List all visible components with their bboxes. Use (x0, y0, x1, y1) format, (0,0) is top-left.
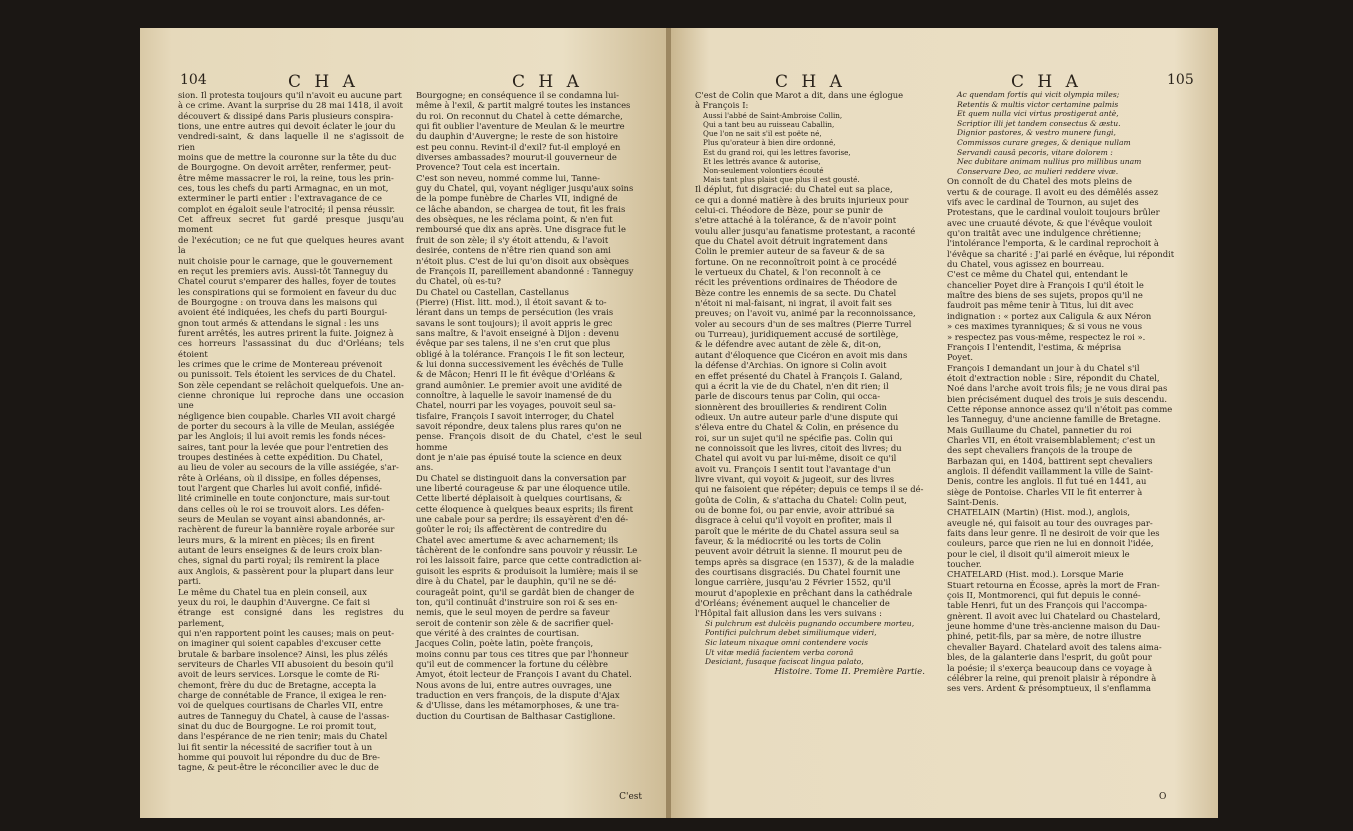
text-line: On connoît de du Chatel des mots pleins de (947, 176, 1132, 187)
text-line: Provence? Tout cela est incertain. (416, 162, 561, 173)
text-line: François I l'entendit, l'estima, & méprisa (947, 341, 1122, 352)
text-line: Du Chatel se distinguoit dans la conversation par (416, 472, 627, 483)
text-line: des courtisans disgraciés. Du Chatel fournit une (695, 567, 901, 578)
text-line: voler au secours d'un de ses maîtres (Pierre Turrel (695, 318, 912, 329)
text-line: Bèze contre les ennemis de sa secte. Du Chatel (695, 287, 897, 298)
verse-line: Et les lettrés avance & autorise, (703, 156, 821, 166)
text-line: disgrace à celui qu'il voyoit en profiter, mais il (695, 515, 892, 526)
text-line: qui fit oublier l'aventure de Meulan & le meurtre (416, 121, 625, 132)
text-line: fruit de son zèle; il s'y étoit attendu, & l'avoit (416, 234, 609, 245)
text-line: qui n'en rapportent point les causes; mais on peut- (178, 627, 395, 638)
text-line: & le défendre avec autant de zèle &, dit-on, (695, 339, 882, 350)
text-line: Son zèle cependant se relâchoit quelquefois. Une an- (178, 379, 404, 390)
text-line: avoient été indiquées, les chefs du parti Bourgui- (178, 307, 388, 318)
text-line: ton, qu'il continuât d'instruire son roi & ses en- (416, 596, 618, 607)
text-line: une liberté courageuse & par une éloquence utile. (416, 483, 631, 494)
left-page (140, 28, 668, 818)
text-line: Le même du Chatel tua en plein conseil, aux (178, 586, 367, 597)
text-line: Cette réponse annonce assez qu'il n'étoit pas comme (947, 403, 1173, 414)
text-line: est peu connu. Revint-il d'exil? fut-il employé en (416, 141, 621, 152)
text-line: yeux du roi, le dauphin d'Auvergne. Ce fait si (178, 596, 371, 607)
text-line: troupes destinées à cette expédition. Du Chatel, (178, 452, 383, 463)
text-line: & de Mâcon; Henri II le fit évêque d'Orléans & (416, 369, 616, 380)
text-line: preuves; on l'avoit vu, animé par la reconnoissance, (695, 308, 916, 319)
text-line: celui-ci. Théodore de Bèze, pour se punir de (695, 205, 883, 215)
text-line: Noé dans l'arche avoit trois fils; je ne vous dirai pas (947, 383, 1168, 394)
text-line: du Chatel, où es-tu? (416, 276, 501, 287)
text-line: de François II, pareillement abandonné : Tanneguy (416, 265, 634, 276)
text-line: rête à Orléans, où il dissipe, en folles dépenses, (178, 472, 381, 483)
text-line: peuvent avoir détruit la sienne. Il mourut peu de (695, 546, 903, 557)
latin-verse-line: Desiciant, fusaque faciscat lingua palato, (705, 657, 864, 667)
text-line: faits dans leur genre. Il ne desiroit de voir que les (947, 528, 1160, 539)
text-line: qui a écrit la vie de du Chatel, n'en dit rien; il (695, 380, 889, 391)
latin-verse-line: Commissos curare greges, & denique nullam (957, 137, 1131, 147)
text-line: seurs de Meulan se voyant ainsi abandonnés, ar- (178, 514, 386, 525)
page-number-right: 105 (1167, 72, 1194, 88)
text-line: parle de discours tenus par Colin, qui occa- (695, 391, 881, 402)
verse-line: Non-seulement volontiers écouté (703, 165, 824, 175)
text-line: (Pierre) (Hist. litt. mod.), il étoit savant & to- (416, 296, 607, 307)
text-line: de la pompe funèbre de Charles VII, indigné de (416, 193, 618, 204)
text-line: complot en égaloit seule l'atrocité; il pensa réussir. (178, 203, 396, 214)
text-line: en effet présenté du Chatel à François I. Galand, (695, 370, 903, 381)
text-line: anglois. Il défendit vaillamment la ville de Saint- (947, 465, 1153, 476)
text-line: aveugle né, qui faisoit au tour des ouvrages par- (947, 517, 1153, 528)
text-line: les conspirations qui se formoient en faveur du duc (178, 286, 397, 297)
text-line: maître des biens de ses sujets, propos qu'il ne (947, 290, 1143, 301)
latin-verse-line: Ac quendam fortis qui vicit olympia miles; (957, 90, 1120, 99)
text-line: d'Orléans; événement auquel le chancelier de (695, 598, 890, 609)
text-line: avec une cruauté dévote, & que l'évêque vouloit (947, 217, 1153, 228)
text-line: seroit de contenir son zèle & de sacrifier quel- (416, 617, 614, 628)
text-line: traduction en vers françois, de la dispute d'Ajax (416, 689, 620, 700)
text-line: table Henri, fut un des François qui l'accompa- (947, 600, 1148, 611)
text-line: Chatel, nourri par les voyages, pouvoit seul sa- (416, 400, 616, 411)
page-number-left: 104 (180, 72, 207, 88)
text-line: découvert & dissipé dans Paris plusieurs conspira- (178, 110, 394, 121)
text-line: récit les préventions ordinaires de Théodore de (695, 277, 898, 288)
text-line: Saint-Denis. (947, 497, 999, 507)
text-line: des obsèques, ne les réclama point, & n'en fut (416, 214, 613, 225)
text-line: des sept chevaliers françois de la troupe de (947, 445, 1133, 456)
text-line: le vertueux du Chatel, & l'on reconnoît à ce (695, 267, 881, 278)
text-line: faveur, & la médiocrité ou les torts de Colin (695, 536, 881, 546)
text-line: avoit vu. François I sentit tout l'avantage d'un (695, 463, 891, 474)
text-line: ce lâche abandon, se chargea de tout, fit les frais (416, 203, 626, 214)
text-line: desirée, contens de n'être rien quand son ami (416, 245, 611, 256)
text-line: longue carrière, jusqu'au 2 Février 1552, qu'il (695, 577, 891, 588)
text-line: être même massacrer le roi, la reine, tous les prin- (178, 172, 394, 183)
text-line: Jacques Colin, poète latin, poète françois, (416, 638, 594, 649)
text-line: ou punissoit. Tels étoient les services de du Chatel. (178, 369, 396, 380)
text-line: vertu & de courage. Il avoit eu des démêlés assez (947, 186, 1159, 197)
text-line: cienne chronique lui reproche dans une occasion une (178, 389, 404, 411)
text-line: dire à du Chatel, par le dauphin, qu'il ne se dé- (416, 576, 617, 587)
text-line: nuit choisie pour le carnage, que le gouvernement (178, 255, 393, 266)
latin-verse-line: Ut vitæ mediâ facientem verba coronâ (705, 647, 854, 657)
text-line: remboursé que dix ans après. Une disgrace fut le (416, 224, 626, 235)
text-line: Poyet. (947, 352, 974, 363)
text-line: vifs avec le cardinal de Tournon, au sujet des (947, 197, 1139, 208)
text-line: grand aumônier. Le premier avoit une avidité de (416, 379, 622, 390)
text-line: brutale & barbare insolence? Ainsi, les plus zélés (178, 648, 388, 659)
text-line: l'intolérance l'emporta, & le cardinal reprochoit à (947, 238, 1159, 249)
text-line: Charles VII, en étoit vraisemblablement; c'est un (947, 434, 1156, 445)
text-line: voulu aller jusqu'au fanatisme protestant, a raconté (695, 225, 916, 236)
text-line: la défense d'Archias. On ignore si Colin avoit (695, 360, 887, 371)
text-line: courageât point, qu'il se gardât bien de changer de (416, 586, 635, 597)
text-line: étrange est consigné dans les registres du parlement, (178, 607, 404, 628)
text-line: » respectez pas vous-même, respectez le roi ». (947, 331, 1146, 342)
text-line: ou Turreau), juridiquement accusé de sortilège, (695, 329, 899, 340)
text-line: s'éleva entre du Chatel & Colin, en présence du (695, 422, 899, 433)
catchword: C'est (619, 792, 642, 802)
text-line: siège de Pontoise. Charles VII le fit enterrer à (947, 486, 1143, 497)
text-line: pour le ciel, il disoit qu'il aimeroit mieux le (947, 548, 1130, 559)
text-line: CHATELAIN (Martin) (Hist. mod.), anglois, (947, 507, 1131, 518)
text-line: guisoit les esprits & produisoit la lumière; mais il se (416, 565, 638, 576)
text-line: fortune. On ne reconnoîtroit point à ce procédé (695, 256, 897, 267)
text-line: gnèrent. Il avoit avec lui Chatelard ou Chastelard, (947, 610, 1161, 621)
text-line: savans le sont toujours); il avoit appris le grec (416, 317, 613, 328)
text-line: s'etre attaché à la tolérance, & de n'avoir point (695, 215, 897, 226)
text-line: couleurs, parce que rien ne lui en donnoit l'idée, (947, 538, 1154, 549)
text-line: roi, sur un sujet qu'il ne spécifie pas. Colin qui (695, 432, 893, 443)
text-line: pense. François disoit de du Chatel, c'est le seul homme (416, 431, 642, 452)
text-line: Bourgogne; en conséquence il se condamna lui- (416, 90, 619, 100)
latin-verse-line: Retentis & multis victor certamine palmis (957, 99, 1119, 109)
text-line: que du Chatel avoit détruit ingratement dans (695, 236, 888, 247)
text-line: Chatel qui avoit vu par lui-même, disoit ce qu'il (695, 453, 897, 464)
text-line: autant de leurs enseignes & de leurs croix blan- (178, 545, 383, 556)
verse-line: Qui a tant beu au ruisseau Caballin, (703, 119, 835, 129)
text-line: roi les laissoit faire, parce que cette contradiction ai- (416, 555, 642, 566)
text-line: au lieu de voler au secours de la ville assiégée, s'ar- (178, 462, 399, 473)
text-line: cette éloquence à quelques beaux esprits; ils firent (416, 503, 633, 514)
text-line: du roi. On reconnut du Chatel à cette démarche, (416, 110, 623, 121)
text-line: sinat du duc de Bourgogne. Le roi promit tout, (178, 720, 377, 731)
text-line: Mais Guillaume du Chatel, pannetier du roi (947, 424, 1132, 435)
text-line: autant d'éloquence que Cicéron en avoit mis dans (695, 349, 908, 360)
text-line: connoître, à laquelle le savoir inamensé de du (416, 389, 612, 400)
text-line: moins que de mettre la couronne sur la tête du duc (178, 152, 397, 163)
text-line: saires, tant pour la levée que pour l'entretien des (178, 441, 389, 452)
text-line: bles, de la galanterie dans l'esprit, du goût pour (947, 652, 1152, 663)
text-line: obligé à la tolérance. François I le fit son lecteur, (416, 348, 625, 359)
text-line: autres de Tanneguy du Chatel, à cause de l'assas- (178, 710, 390, 721)
text-line: à ce crime. Avant la surprise du 28 mai 1418, il avoit (178, 100, 403, 111)
text-line: çois II, Montmorenci, qui fut depuis le conné- (947, 590, 1141, 601)
text-line: par les Anglois; il lui avoit remis les fonds néces- (178, 431, 386, 442)
latin-verse-line: Dignior pastores, & vestro munere fungi, (957, 128, 1116, 138)
text-line: évêque par ses talens, il ne s'en crut que plus (416, 338, 611, 349)
text-line: aux Anglois, & passèrent pour la plupart dans leur (178, 565, 394, 576)
text-line: temps après sa disgrace (en 1537), & de la maladie (695, 556, 915, 567)
text-line: de Bourgogne : on trouva dans les maisons qui (178, 296, 378, 307)
verse-line: Est du grand roi, qui les lettres favorise, (703, 147, 851, 157)
text-line: n'étoit ni mal-faisant, ni ingrat, il avoit fait ses (695, 298, 892, 309)
text-line: rachèrent de fureur la bannière royale arborée sur (178, 524, 395, 535)
text-line: voi de quelques courtisans de Charles VII, entre (178, 700, 384, 711)
text-line: mourut d'apoplexie en prêchant dans la cathédrale (695, 587, 913, 598)
text-line: de porter du secours à la ville de Meulan, assiégée (178, 421, 395, 431)
text-line: chevalier Bayard. Chatelard avoit des talens aima- (947, 641, 1162, 652)
text-line: savoit répondre, deux talens plus rares qu'on ne (416, 421, 622, 431)
text-line: en reçut les premiers avis. Aussi-tôt Tanneguy du (178, 265, 389, 276)
right-page (671, 28, 1218, 818)
text-line: ce qui a donné matière à des bruits injurieux pour (695, 194, 909, 205)
verse-line: Mais tant plus plaist que plus il est gousté. (703, 175, 860, 185)
text-line: même à l'exil, & partit malgré toutes les instances (416, 100, 631, 111)
text-line: ches, signal du parti royal; ils remirent la place (178, 555, 380, 566)
text-line: les Tanneguy, d'une ancienne famille de Bretagne. (947, 414, 1161, 425)
left-column-2 (416, 90, 642, 721)
latin-verse-line: Sic lateum nixaque omni contendere vocis (705, 637, 869, 647)
text-line: diverses ambassades? mourut-il gouverneur de (416, 152, 617, 163)
text-line: chemont, frère du duc de Bretagne, accepta la (178, 679, 377, 690)
text-line: serviteurs de Charles VII abusoient du besoin qu'il (178, 658, 394, 669)
text-line: C'est son neveu, nommé comme lui, Tanne- (416, 172, 600, 183)
text-line: & d'Ulisse, dans les métamorphoses, & une tra- (416, 700, 620, 711)
text-line: sans maître, & l'avoit enseigné à Dijon : devenu (416, 327, 620, 338)
text-line: guy du Chatel, qui, voyant négliger jusqu'aux soins (416, 183, 634, 194)
text-line: de Bourgogne. On devoit arrêter, renfermer, peut- (178, 162, 392, 173)
text-line: C'est de Colin que Marot a dit, dans une églogue (695, 90, 904, 100)
text-line: étoit d'extraction noble : Sire, répondit du Chatel, (947, 372, 1160, 383)
text-line: l'Hôpital fait allusion dans les vers suivans : (695, 608, 882, 619)
text-line: Barbazan qui, en 1404, battirent sept chevaliers (947, 455, 1153, 466)
text-line: de l'exécution; ce ne fut que quelques heures avant la (178, 234, 404, 256)
text-line: Cette liberté déplaisoit à quelques courtisans, & (416, 493, 623, 504)
verse-line: Plus qu'orateur à bien dire ordonné, (703, 138, 836, 148)
text-line: livre vivant, qui voyoit & jugeoit, sur des livres (695, 473, 895, 484)
text-line: négligence bien coupable. Charles VII avoit chargé (178, 410, 396, 421)
text-line: on imaginer qui soient capables d'excuser cette (178, 638, 381, 649)
latin-verse-line: Scriptior illi jet tandem consectus & æstu. (957, 118, 1121, 128)
text-line: Chatel courut s'emparer des halles, foyer de toutes (178, 276, 396, 287)
text-line: charge de connétable de France, il exigea le ren- (178, 689, 387, 700)
text-line: C'est ce même du Chatel qui, entendant le (947, 269, 1128, 280)
text-line: lérant dans un temps de persécution (les vrais (416, 307, 614, 318)
text-line: Il déplut, fut disgracié: du Chatel eut sa place, (695, 184, 893, 195)
latin-verse-line: Servandi causâ pecoris, vitare dolorem : (957, 147, 1113, 157)
text-line: CHATELARD (Hist. mod.). Lorsque Marie (947, 569, 1124, 580)
text-line: lité criminelle en toute conjoncture, mais sur-tout (178, 493, 390, 504)
text-line: ou de bonne foi, ou par envie, avoir attribué sa (695, 504, 895, 515)
text-line: moins connu par tous ces titres que par l'honneur (416, 648, 629, 659)
running-header-right-a: C H A (775, 72, 846, 92)
text-line: du Chatel, vous agissez en bourreau. (947, 259, 1105, 270)
text-line: dans celles où le roi se trouvoit alors. Les défen- (178, 503, 385, 514)
running-header-right-b: C H A (1011, 72, 1082, 92)
text-line: avoit de leurs services. Lorsque le comte de Ri- (178, 669, 380, 680)
latin-verse-line: Si pulchrum est dulcèis pugnando occumbere morteu, (705, 618, 915, 628)
text-line: Chatel avec amertume & avec acharnement; ils (416, 534, 619, 545)
text-line: dans l'espérance de ne rien tenir; mais du Chatel (178, 731, 388, 742)
text-line: dont je n'aie pas épuisé toute la science en deux (416, 452, 622, 463)
text-line: tâchèrent de le confondre sans pouvoir y réussir. Le (416, 545, 638, 556)
text-line: ses vers. Ardent & présomptueux, il s'enflamma (947, 683, 1151, 694)
text-line: sion. Il protesta toujours qu'il n'avoit eu aucune part (178, 90, 402, 100)
text-line: ces, tous les chefs du parti Armagnac, en un mot, (178, 183, 389, 194)
text-line: du dauphin d'Auvergne; le reste de son histoire (416, 131, 618, 142)
text-line: tisfaire, François I savoit interroger, du Chatel (416, 410, 615, 421)
text-line: qu'on traitât avec une indulgence chrétienne; (947, 228, 1142, 239)
text-line: Protestans, que le cardinal vouloit toujours brûler (947, 207, 1160, 218)
text-line: ans. (416, 462, 434, 473)
text-line: bien précisément duquel des trois je suis descendu. (947, 393, 1168, 404)
text-line: célébrer la reine, qui prenoit plaisir à répondre à (947, 672, 1157, 683)
text-line: qui ne faisoient que répéter; depuis ce temps il se dé- (695, 484, 924, 495)
text-line: vendredi-saint, & dans laquelle il ne s'agissoit de rien (178, 131, 404, 152)
text-line: ne connoissoit que les livres, citoit des livres; du (695, 442, 902, 453)
text-line: & lui donna successivement les évêchés de Tulle (416, 358, 624, 369)
running-header-left-a: C H A (288, 72, 359, 92)
latin-verse-line: Nec dubitare animam nullius pro millibus unam (957, 157, 1142, 167)
latin-verse-line: Pontifici pulchrum debet similiumque videri, (705, 628, 877, 638)
text-line: Cet affreux secret fut gardé presque jusqu'au moment (178, 214, 404, 235)
text-line: tagne, & peut-être le réconcilier avec le duc de (178, 762, 379, 773)
text-line: » ces maximes tyranniques; & si vous ne vous (947, 321, 1143, 332)
text-line: qu'il eut de commencer la fortune du célèbre (416, 658, 608, 669)
text-line: les crimes que le crime de Montereau prévenoit (178, 358, 383, 369)
text-line: leurs murs, & la mirent en pièces; ils en firent (178, 534, 375, 545)
text-line: Nous avons de lui, entre autres ouvrages, une (416, 679, 612, 690)
running-header-left-b: C H A (512, 72, 583, 92)
left-column-1 (178, 90, 404, 773)
text-line: que vérité à des craintes de courtisan. (416, 627, 580, 638)
text-line: furent arrêtés, les autres prirent la fuite. Joignez à (178, 327, 394, 338)
text-line: la poésie; il s'exerça beaucoup dans ce voyage à (947, 662, 1153, 673)
text-line: François I demandant un jour à du Chatel s'il (947, 362, 1140, 373)
text-line: tions, une entre autres qui devoit éclater le jour du (178, 121, 396, 132)
text-line: une cabale pour sa perdre; ils essayèrent d'en dé- (416, 514, 629, 525)
text-line: chancelier Poyet dire à François I qu'il étoit le (947, 279, 1144, 290)
text-line: ces horreurs l'assassinat du duc d'Orléans; tels étoient (178, 338, 404, 359)
text-line: parti. (178, 576, 202, 587)
text-line: Amyot, étoit lecteur de François I avant du Chatel. (416, 669, 632, 680)
text-line: paroît que le mérite de du Chatel assura seul sa (695, 525, 900, 536)
text-line: goûter le roi; ils affectèrent de contredire du (416, 524, 607, 535)
text-line: Denis, contre les anglois. Il fut tué en 1441, au (947, 476, 1147, 487)
text-line: faudroit pas même tenir à Titus, lui dit avec (947, 300, 1134, 311)
text-line: lui fit sentir la nécessité de sacrifier tout à un (178, 741, 373, 752)
right-column-2 (947, 90, 1183, 694)
text-line: duction du Courtisan de Balthasar Castiglione. (416, 710, 616, 721)
text-line: tout l'argent que Charles lui avoit confié, infidé- (178, 483, 382, 494)
open-book (140, 28, 1218, 818)
text-line: l'évêque sa charité : J'ai parlé en évêque, lui répondit (947, 248, 1175, 259)
text-line: nemis, que le seul moyen de perdre sa faveur (416, 607, 610, 618)
signature-mark: O (1159, 792, 1167, 802)
text-line: phiné, petit-fils, par sa mère, de notre illustre (947, 631, 1142, 642)
latin-verse-line: Conservare Deo, ac mulieri reddere vivæ. (957, 166, 1119, 176)
text-line: homme qui pouvoit lui répondre du duc de Bre- (178, 752, 380, 762)
text-line: Du Chatel ou Castellan, Castellanus (416, 286, 569, 297)
text-line: Stuart retourna en Écosse, après la mort de Fran- (947, 579, 1160, 590)
text-line: indignation : « portez aux Caligula & aux Néron (947, 310, 1152, 321)
text-line: jeune homme d'une très-ancienne maison du Dau- (947, 621, 1160, 632)
right-column-1 (695, 90, 931, 677)
verse-line: Que l'on ne sait s'il est poëte né, (703, 129, 822, 139)
text-line: odieux. Un autre auteur parle d'une dispute qui (695, 411, 898, 422)
text-line: goûta de Colin, & s'attacha du Chatel: Colin peut, (695, 494, 907, 505)
text-line: gnon tout armés & attendans le signal : les uns (178, 317, 379, 328)
verse-line: Aussi l'abbé de Saint-Ambroise Collin, (703, 110, 843, 120)
volume-footer: Histoire. Tome II. Première Partie. (774, 666, 925, 677)
text-line: n'étoit plus. C'est de lui qu'on disoit aux obsèques (416, 255, 629, 266)
text-line: à François I: (695, 100, 749, 111)
text-line: sionnèrent des brouilleries & rendirent Colin (695, 401, 887, 412)
latin-verse-line: Et quem nulla vici virtus prostigerat antè, (957, 109, 1119, 119)
text-line: Colin le premier auteur de sa faveur & de sa (695, 246, 885, 257)
text-line: toucher. (947, 559, 982, 570)
text-line: exterminer le parti entier : l'extravagance de ce (178, 193, 382, 204)
